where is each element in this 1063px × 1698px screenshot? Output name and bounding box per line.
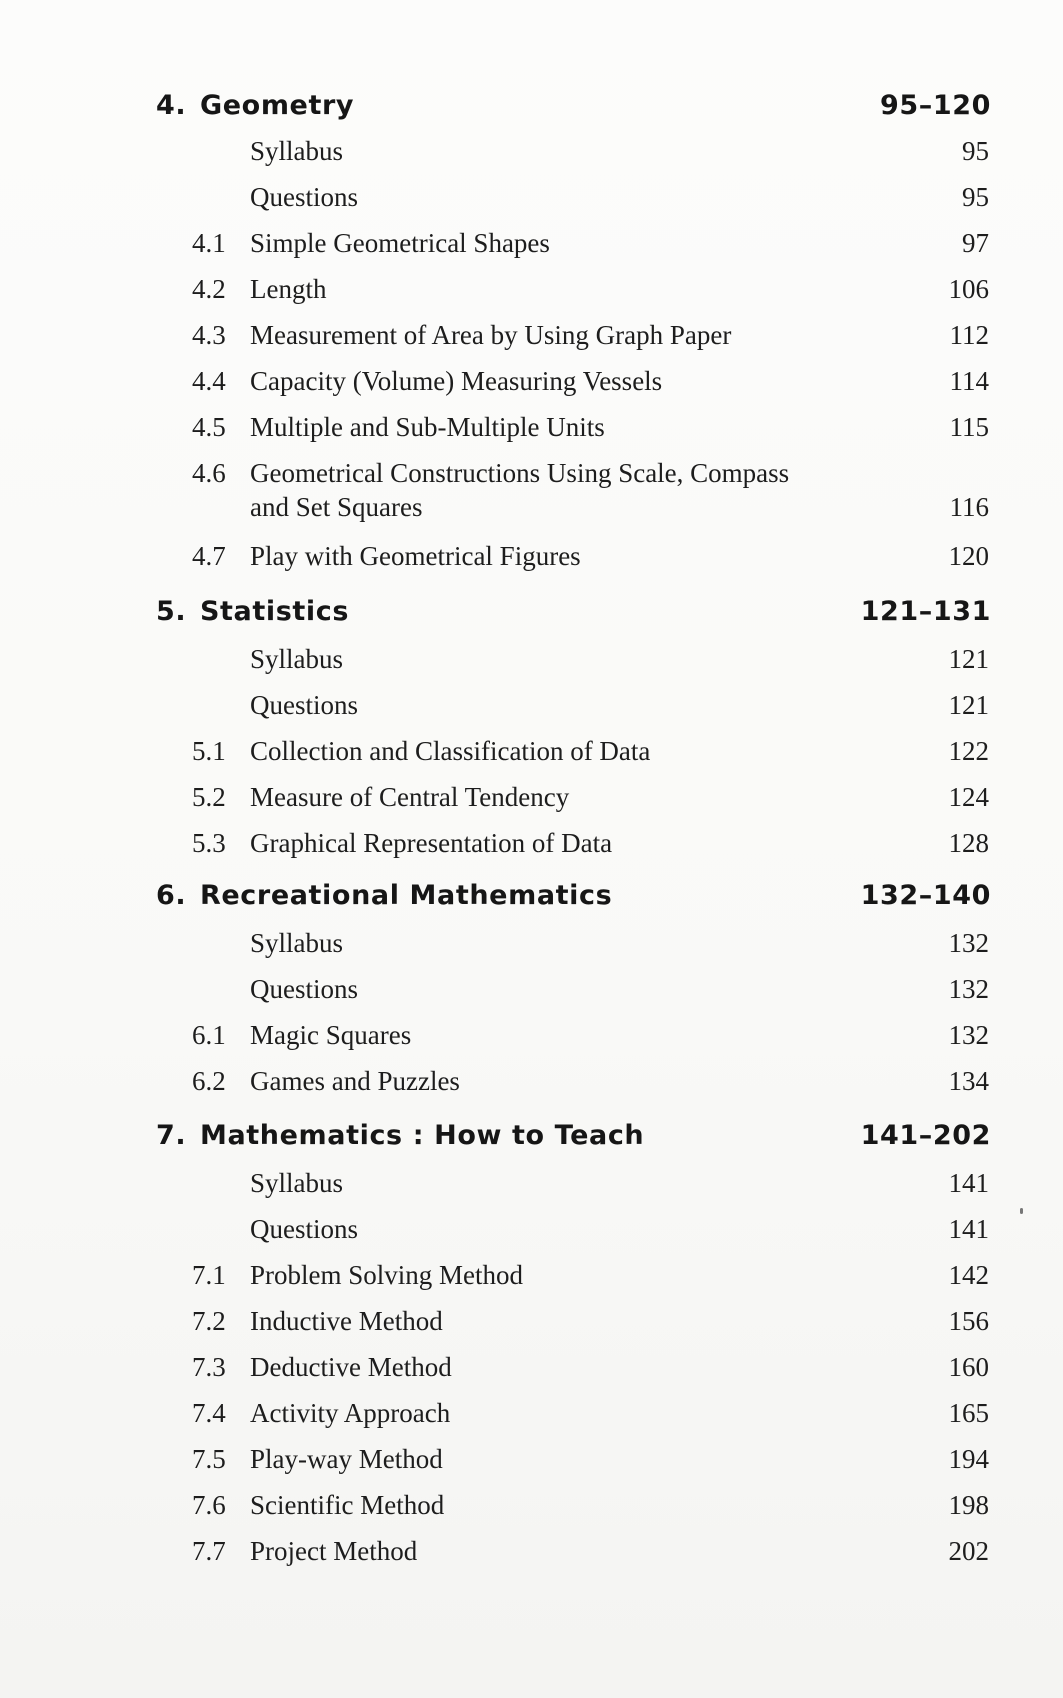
entry-number: 5.2: [192, 782, 226, 812]
entry-title: Inductive Method: [250, 1306, 443, 1336]
entry-number: 4.2: [192, 274, 226, 304]
entry-title: Activity Approach: [250, 1398, 451, 1428]
entry-page: 112: [949, 320, 989, 350]
entry-page: 198: [948, 1490, 989, 1520]
entry-page: 165: [948, 1398, 989, 1428]
entry-page: 114: [949, 366, 989, 396]
entry-page: 202: [948, 1536, 989, 1566]
entry-number: 7.5: [192, 1444, 226, 1474]
entry-page: 132: [948, 974, 989, 1004]
chapter-heading: [0, 878, 1063, 924]
entry-page: 95: [962, 136, 989, 166]
chapter-page-range: 141–202: [860, 1120, 991, 1151]
entry-title: Play-way Method: [250, 1444, 443, 1474]
chapter-heading: [0, 88, 1063, 134]
toc-entry: [0, 1534, 1063, 1580]
entry-title: Questions: [250, 690, 358, 720]
toc-entry: [0, 318, 1063, 364]
entry-number: 7.4: [192, 1398, 226, 1428]
toc-entry: [0, 1488, 1063, 1534]
toc-entry: [0, 1442, 1063, 1488]
entry-title: Games and Puzzles: [250, 1066, 460, 1096]
entry-title: Magic Squares: [250, 1020, 412, 1050]
chapter-page-range: 121–131: [860, 596, 991, 627]
entry-title: Questions: [250, 1214, 358, 1244]
entry-title: Questions: [250, 974, 358, 1004]
entry-title: Scientific Method: [250, 1490, 445, 1520]
chapter-heading: [0, 594, 1063, 640]
entry-title: Graphical Representation of Data: [250, 828, 613, 858]
toc-entry: [0, 1350, 1063, 1396]
entry-page: 121: [948, 690, 989, 720]
toc-entry: [0, 134, 1063, 180]
entry-title: Project Method: [250, 1536, 418, 1566]
chapter-page-range: 132–140: [860, 880, 991, 911]
toc-entry: [0, 1304, 1063, 1350]
entry-page: 141: [948, 1168, 989, 1198]
toc-entry: [0, 826, 1063, 872]
entry-title: Syllabus: [250, 136, 344, 166]
entry-title: Measurement of Area by Using Graph Paper: [250, 320, 732, 350]
entry-number: 5.3: [192, 828, 226, 858]
toc-entry: [0, 972, 1063, 1018]
entry-number: 5.1: [192, 736, 226, 766]
entry-page: 121: [948, 644, 989, 674]
entry-title: Simple Geometrical Shapes: [250, 228, 550, 258]
entry-title: Questions: [250, 182, 358, 212]
entry-title: Syllabus: [250, 644, 344, 674]
toc-entry: [0, 1018, 1063, 1064]
entry-title: Syllabus: [250, 928, 344, 958]
entry-number: 4.1: [192, 228, 226, 258]
stray-ink-mark: [1020, 1208, 1023, 1214]
toc-entry: [0, 1166, 1063, 1212]
entry-page: 116: [949, 492, 989, 522]
chapter-number: 5.: [156, 596, 187, 627]
toc-entry: [0, 734, 1063, 780]
entry-title: Geometrical Constructions Using Scale, Compass: [250, 458, 790, 488]
entry-title: Multiple and Sub-Multiple Units: [250, 412, 605, 442]
toc-entry: [0, 456, 1063, 536]
entry-number: 4.3: [192, 320, 226, 350]
entry-title: Play with Geometrical Figures: [250, 541, 581, 571]
entry-page: 141: [948, 1214, 989, 1244]
entry-page: 122: [948, 736, 989, 766]
entry-page: 128: [948, 828, 989, 858]
toc-entry: [0, 539, 1063, 585]
chapter-title: Recreational Mathematics: [200, 880, 613, 911]
entry-number: 7.6: [192, 1490, 226, 1520]
entry-page: 160: [948, 1352, 989, 1382]
toc-entry: [0, 272, 1063, 318]
entry-page: 115: [949, 412, 989, 442]
entry-number: 4.7: [192, 541, 226, 571]
entry-title: Collection and Classification of Data: [250, 736, 651, 766]
entry-number: 6.1: [192, 1020, 226, 1050]
entry-page: 95: [962, 182, 989, 212]
toc-entry: [0, 1258, 1063, 1304]
entry-number: 7.1: [192, 1260, 226, 1290]
entry-page: 194: [948, 1444, 989, 1474]
toc-entry: [0, 410, 1063, 456]
chapter-title: Mathematics : How to Teach: [200, 1120, 645, 1151]
entry-title: Problem Solving Method: [250, 1260, 524, 1290]
entry-page: 132: [948, 1020, 989, 1050]
entry-number: 7.2: [192, 1306, 226, 1336]
toc-entry: [0, 926, 1063, 972]
toc-entry: [0, 780, 1063, 826]
entry-title: Capacity (Volume) Measuring Vessels: [250, 366, 663, 396]
chapter-title: Statistics: [200, 596, 350, 627]
entry-page: 97: [962, 228, 989, 258]
entry-number: 7.3: [192, 1352, 226, 1382]
entry-page: 124: [948, 782, 989, 812]
chapter-number: 7.: [156, 1120, 187, 1151]
entry-title: Length: [250, 274, 327, 304]
entry-title: Syllabus: [250, 1168, 344, 1198]
entry-page: 120: [948, 541, 989, 571]
toc-entry: [0, 1212, 1063, 1258]
chapter-title: Geometry: [200, 90, 355, 121]
toc-entry: [0, 364, 1063, 410]
entry-page: 106: [948, 274, 989, 304]
toc-entry: [0, 180, 1063, 226]
entry-page: 142: [948, 1260, 989, 1290]
entry-page: 156: [948, 1306, 989, 1336]
chapter-number: 4.: [156, 90, 187, 121]
entry-number: 4.4: [192, 366, 226, 396]
toc-entry: [0, 688, 1063, 734]
entry-title: Measure of Central Tendency: [250, 782, 570, 812]
entry-page: 132: [948, 928, 989, 958]
entry-number: 7.7: [192, 1536, 226, 1566]
entry-number: 6.2: [192, 1066, 226, 1096]
chapter-page-range: 95–120: [879, 90, 991, 121]
toc-entry: [0, 1064, 1063, 1110]
toc-entry: [0, 1396, 1063, 1442]
chapter-number: 6.: [156, 880, 187, 911]
entry-title-continued: and Set Squares: [250, 492, 423, 522]
toc-entry: [0, 226, 1063, 272]
entry-title: Deductive Method: [250, 1352, 452, 1382]
entry-page: 134: [948, 1066, 989, 1096]
entry-number: 4.5: [192, 412, 226, 442]
chapter-heading: [0, 1118, 1063, 1164]
toc-entry: [0, 642, 1063, 688]
entry-number: 4.6: [192, 458, 226, 488]
